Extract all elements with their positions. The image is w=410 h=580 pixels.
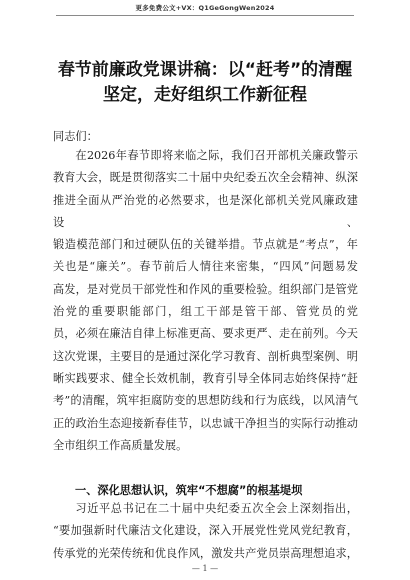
- text-line: 高发，是对党员干部党性和作风的重要检验。组织部门是管党: [53, 282, 358, 296]
- text-line: 传承党的光荣传统和优良作风，激发共产党员崇高理想追求，: [53, 546, 358, 560]
- text-line: 习近平总书记在二十届中央纪委五次全会上深刻指出，: [75, 502, 358, 515]
- text-line: 员，必须在廉洁自律上标准更高、要求更严、走在前列。今天: [53, 327, 358, 341]
- text-line: 在2026年春节即将来临之际，我们召开部机关廉政警示: [75, 149, 358, 162]
- text-line: 推进全面从严治党的必然要求，也是深化部机关党风廉政建设、: [53, 193, 358, 229]
- text-line: 考”的清醒，筑牢拒腐防变的思想防线和行为底线，以风清气: [53, 394, 358, 408]
- section-heading-1: 一、深化思想认识，筑牢“不想腐”的根基堤坝: [75, 484, 303, 497]
- header-divider: [56, 15, 354, 16]
- text-line: 这次党课，主要目的是通过深化学习教育、剖析典型案例、明: [53, 349, 358, 363]
- text-line: “要加强新时代廉洁文化建设，深入开展党性党风党纪教育，: [53, 524, 358, 538]
- text-line: 正的政治生态迎接新春佳节，以忠诚干净担当的实际行动推动: [53, 416, 358, 430]
- header-banner: 更多免费公文+VX：Q1GeGongWen2024: [135, 4, 275, 12]
- document-title: [48, 58, 362, 108]
- text-line: 全市组织工作高质量发展。: [53, 438, 188, 452]
- text-line: 治党的重要职能部门，组工干部是管干部、管党员的党: [53, 305, 358, 319]
- paragraph-intro: [53, 145, 358, 457]
- title-line-2: 坚定，走好组织工作新征程: [103, 85, 307, 105]
- text-line: 锻造模范部门和过硬队伍的关键举措。节点就是“考点”，年: [53, 238, 358, 252]
- salutation: 同志们：: [53, 130, 98, 143]
- title-line-1: 春节前廉政党课讲稿：以“赶考”的清醒: [57, 60, 353, 80]
- paragraph-section-1: [53, 498, 358, 565]
- text-line: 教育大会，既是贯彻落实二十届中央纪委五次全会精神、纵深: [53, 171, 358, 185]
- text-line: 晰实践要求、健全长效机制，教育引导全体同志始终保持“赶: [53, 371, 358, 385]
- page-number: — 1 —: [191, 564, 219, 573]
- text-line: 关也是“廉关”。春节前后人情往来密集，“四风”问题易发: [53, 260, 358, 274]
